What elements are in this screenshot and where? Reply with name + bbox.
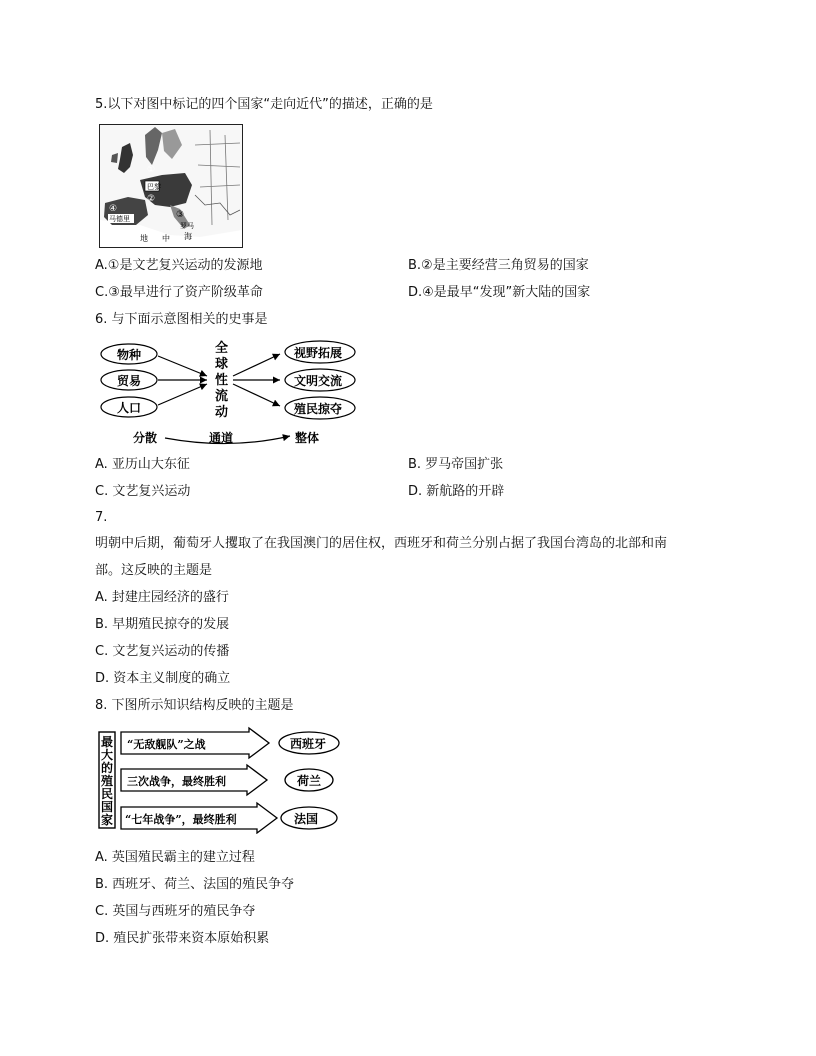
q8-option-c[interactable]: C. 英国与西班牙的殖民争夺: [95, 904, 256, 919]
q7-stem-line-2: 部。这反映的主题是: [95, 563, 213, 578]
flow-left-2: 贸易: [117, 374, 142, 388]
flow-right-1: 视野拓展: [294, 346, 343, 360]
struct-side-3: 的: [101, 761, 114, 775]
flow-center-2: 球: [215, 357, 229, 372]
flow-left-1: 物种: [117, 348, 142, 362]
map-label-madrid: 马德里: [109, 215, 130, 223]
global-flow-diagram: [95, 338, 365, 450]
q6-option-d[interactable]: D. 新航路的开辟: [408, 484, 505, 499]
struct-target-1: 西班牙: [290, 737, 327, 751]
map-label-2: ②: [147, 194, 156, 204]
q7-option-c[interactable]: C. 文艺复兴运动的传播: [95, 644, 230, 659]
struct-side-1: 最: [101, 735, 114, 749]
flow-bottom-1: 分散: [133, 431, 158, 445]
map-label-sea-2: 中: [162, 234, 170, 243]
knowledge-structure-diagram: [97, 726, 347, 834]
flow-bottom-2: 通道: [209, 431, 234, 445]
q6-stem: 6. 与下面示意图相关的史事是: [95, 312, 268, 327]
struct-target-3: 法国: [294, 812, 319, 826]
struct-side-4: 殖: [101, 774, 114, 788]
q5-option-a[interactable]: A.①是文艺复兴运动的发源地: [95, 258, 263, 273]
map-label-sea-1: 地: [140, 234, 148, 243]
europe-map: [99, 124, 243, 248]
flow-right-3: 殖民掠夺: [294, 402, 343, 416]
struct-side-7: 家: [101, 813, 114, 827]
struct-side-6: 国: [101, 800, 114, 814]
flow-right-2: 文明交流: [294, 374, 343, 388]
q8-stem: 8. 下图所示知识结构反映的主题是: [95, 698, 294, 713]
map-label-sea-3: 海: [184, 232, 192, 241]
struct-arrow-2: 三次战争，最终胜利: [127, 775, 226, 788]
struct-side-5: 民: [101, 787, 114, 801]
q8-option-b[interactable]: B. 西班牙、荷兰、法国的殖民争夺: [95, 877, 295, 892]
q6-option-c[interactable]: C. 文艺复兴运动: [95, 484, 191, 499]
q6-option-b[interactable]: B. 罗马帝国扩张: [408, 457, 504, 472]
flow-center-4: 流: [215, 389, 229, 404]
flow-center-3: 性: [215, 373, 229, 388]
q5-option-c[interactable]: C.③最早进行了资产阶级革命: [95, 285, 263, 300]
map-label-paris: 巴黎: [147, 183, 161, 191]
q7-stem-line-1: 明朝中后期，葡萄牙人攫取了在我国澳门的居住权，西班牙和荷兰分别占据了我国台湾岛的北部和南: [95, 536, 668, 551]
q5-option-d[interactable]: D.④是最早“发现”新大陆的国家: [408, 285, 591, 300]
flow-bottom-3: 整体: [295, 431, 320, 445]
q7-option-b[interactable]: B. 早期殖民掠夺的发展: [95, 617, 230, 632]
q8-option-a[interactable]: A. 英国殖民霸主的建立过程: [95, 850, 255, 865]
struct-arrow-3: “七年战争”，最终胜利: [125, 813, 237, 826]
q6-option-a[interactable]: A. 亚历山大东征: [95, 457, 190, 472]
q7-option-a[interactable]: A. 封建庄园经济的盛行: [95, 590, 229, 605]
struct-target-2: 荷兰: [297, 774, 322, 788]
map-label-1: ①: [147, 165, 156, 175]
q5-option-b[interactable]: B.②是主要经营三角贸易的国家: [408, 258, 589, 273]
q7-number: 7.: [95, 510, 108, 525]
map-label-4: ④: [109, 204, 118, 214]
q7-option-d[interactable]: D. 资本主义制度的确立: [95, 671, 231, 686]
flow-center-1: 全: [215, 341, 229, 356]
q8-option-d[interactable]: D. 殖民扩张带来资本原始积累: [95, 931, 270, 946]
flow-left-3: 人口: [117, 401, 142, 415]
struct-arrow-1: “无敌舰队”之战: [127, 738, 206, 751]
map-label-rome: 罗马: [180, 222, 194, 230]
flow-center-5: 动: [215, 405, 229, 420]
q5-stem: 5.以下对图中标记的四个国家“走向近代”的描述，正确的是: [95, 97, 433, 112]
struct-side-2: 大: [101, 748, 114, 762]
map-label-3: ③: [176, 210, 185, 220]
